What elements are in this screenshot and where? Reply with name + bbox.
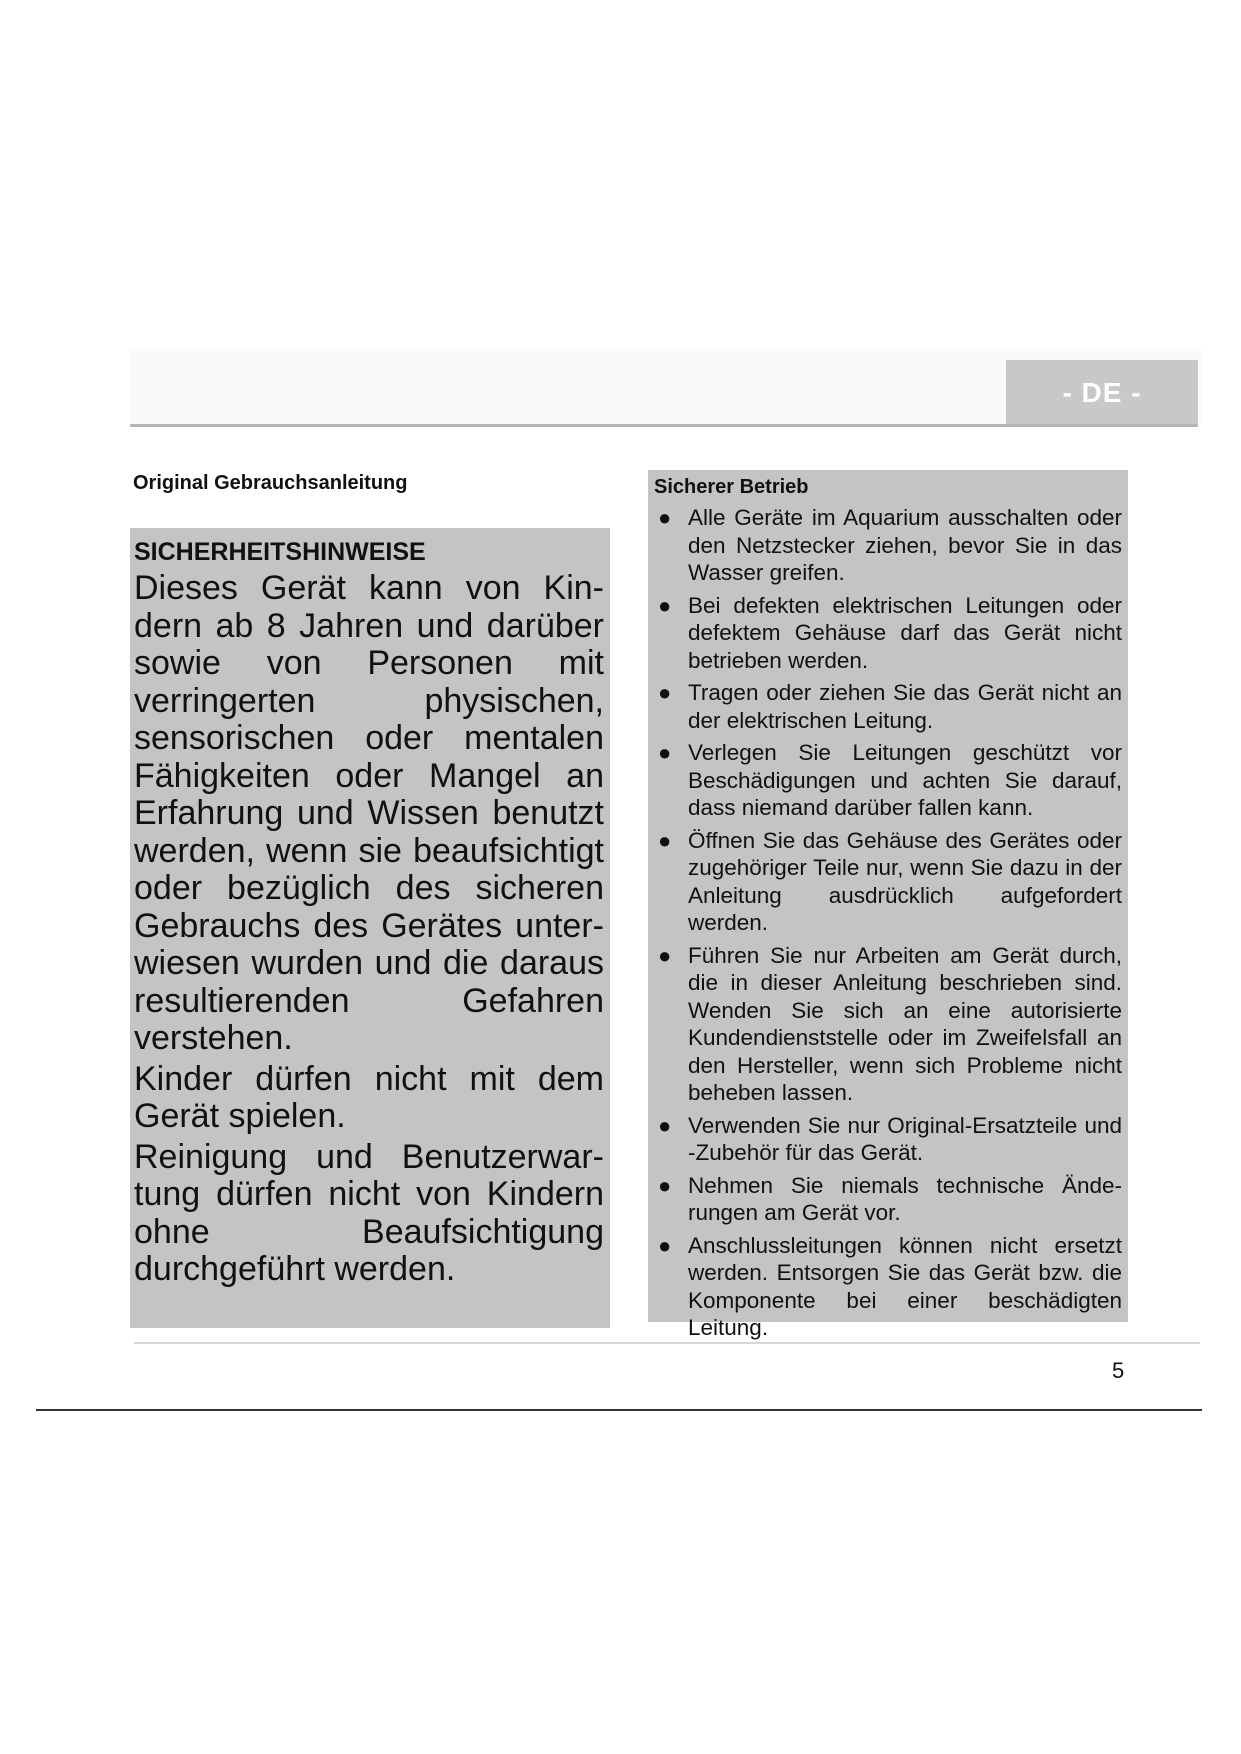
safe-operation-heading: Sicherer Betrieb (654, 476, 809, 498)
list-item-text: Öffnen Sie das Gehäuse des Gerätes oder zugehöriger Teile nur, wenn Sie dazu in der Anleitung ausdrücklich aufgefordert werden. (688, 827, 1122, 935)
bullet-icon: ● (658, 827, 672, 853)
page-bottom-divider (36, 1409, 1202, 1411)
list-item (654, 739, 1122, 822)
list-item (654, 1112, 1122, 1167)
list-item (654, 942, 1122, 1107)
list-item-text: Verwenden Sie nur Original-Ersatzteile und -Zubehör für das Gerät. (688, 1112, 1122, 1165)
page-number: 5 (1112, 1358, 1125, 1383)
bullet-icon: ● (658, 740, 672, 765)
list-item-text: Anschlussleitungen können nicht ersetzt werden. Entsorgen Sie das Gerät bzw. die Komponente bei einer beschädigten Leitung. (688, 1232, 1122, 1340)
bullet-icon: ● (658, 592, 672, 618)
bullet-icon: ● (658, 1232, 672, 1258)
bullet-icon: ● (658, 680, 672, 705)
safety-notice-box (130, 528, 610, 1328)
document-title: Original Gebrauchsanleitung (133, 472, 408, 494)
safety-paragraph: Reinigung und Benutzerwartung dürfen nicht von Kindern ohne Beaufsichtigung durchgeführt werden. (134, 1137, 604, 1288)
language-tab: - DE - (1006, 360, 1198, 426)
list-item (654, 504, 1122, 587)
list-item-text: Alle Geräte im Aquarium ausschalten oder den Netzstecker ziehen, bevor Sie in das Wasser greifen. (688, 505, 1122, 585)
list-item-text: Tragen oder ziehen Sie das Gerät nicht an der elektrischen Leitung. (688, 680, 1122, 733)
list-item (654, 679, 1122, 734)
list-item (654, 827, 1122, 937)
bullet-icon: ● (658, 505, 672, 530)
list-item (654, 1172, 1122, 1227)
bullet-icon: ● (658, 1172, 672, 1198)
list-item-text: Verlegen Sie Leitungen geschützt vor Beschädigungen und achten Sie darauf, dass niemand darüber fallen kann. (688, 740, 1122, 820)
list-item-text: Führen Sie nur Arbeiten am Gerät durch, die in dieser Anleitung beschrieben sind. Wenden Sie sich an eine autorisierte Kundendienststelle oder im Zweifelsfall an den Hersteller, wenn sich Probleme nicht beheben lassen. (688, 942, 1122, 1105)
list-item-text: Bei defekten elektrischen Leitungen oder defektem Gehäuse darf das Gerät nicht betrieben werden. (688, 592, 1122, 673)
safe-operation-box (648, 470, 1128, 1340)
footer-divider (134, 1342, 1200, 1344)
list-item (654, 592, 1122, 675)
safe-operation-list (654, 504, 1122, 1342)
safety-paragraph: Dieses Gerät kann von Kindern ab 8 Jahren und darüber sowie von Personen mit verringerten physischen, sensorischen oder mentalen Fähigkeiten oder Mangel an Erfahrung und Wissen benutzt werden, wenn sie beaufsichtigt oder bezüglich des sicheren Gebrauchs des Gerätes unterwiesen wurden und die daraus resultierenden Gefahren verstehen. (134, 569, 604, 1057)
list-item-text: Nehmen Sie niemals technische Änderungen am Gerät vor. (688, 1172, 1122, 1225)
safety-heading: SICHERHEITSHINWEISE (134, 538, 426, 566)
bullet-icon: ● (658, 942, 672, 968)
bullet-icon: ● (658, 1112, 672, 1138)
header-divider (130, 424, 1198, 427)
list-item (654, 1232, 1122, 1342)
safety-paragraph: Kinder dürfen nicht mit dem Gerät spielen. (134, 1059, 604, 1135)
